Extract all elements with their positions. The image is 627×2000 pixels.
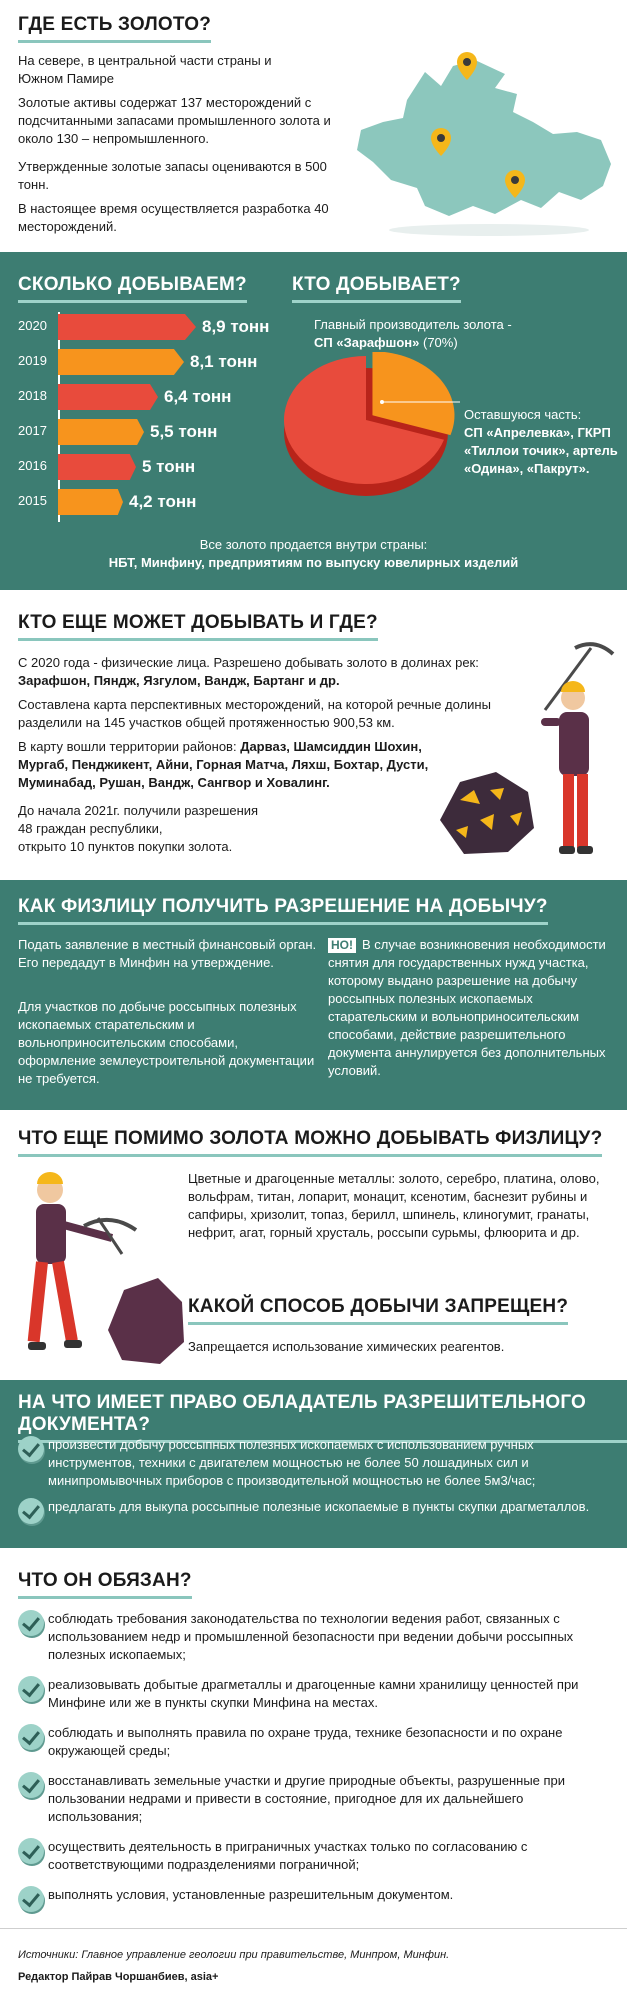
where-p4: В настоящее время осуществляется разработка 40 месторождений.: [18, 201, 329, 234]
producers-title: КТО ДОБЫВАЕТ?: [292, 274, 461, 303]
section-who-else: [0, 590, 627, 880]
bar-year-label: 2018: [18, 388, 47, 403]
bar-value-label: 5 тонн: [142, 457, 196, 476]
section-production: [0, 252, 627, 590]
duties-item-text: соблюдать и выполнять правила по охране труда, технике безопасности и по охране окружающей среды;: [48, 1725, 563, 1758]
rights-item-text: предлагать для выкупа россыпные полезные ископаемые в пункты скупки драгметаллов.: [48, 1499, 590, 1514]
main-producer-label: Главный производитель золота -: [314, 317, 512, 332]
bar: [58, 314, 196, 340]
other-title: ЧТО ЕЩЕ ПОМИМО ЗОЛОТА МОЖНО ДОБЫВАТЬ ФИЗЛИЦУ?: [18, 1128, 602, 1157]
checkmark-icon: [18, 1838, 44, 1864]
no-badge: НО!: [328, 938, 356, 953]
forbidden-text: Запрещается использование химических реагентов.: [188, 1339, 505, 1354]
duties-item-text: осуществить деятельность в приграничных участках только по согласованию с соответствующими подразделениями пограничной;: [48, 1839, 528, 1872]
who-else-p4c: открыто 10 пунктов покупки золота.: [18, 839, 233, 854]
permit-title: КАК ФИЗЛИЦУ ПОЛУЧИТЬ РАЗРЕШЕНИЕ НА ДОБЫЧУ?: [18, 896, 548, 925]
who-else-p1-plain: С 2020 года - физические лица. Разрешено добывать золото в долинах рек:: [18, 655, 479, 670]
footer-sources: Источники: Главное управление геологии при правительстве, Минпром, Минфин.: [18, 1949, 450, 1961]
bar-year-label: 2019: [18, 353, 47, 368]
section-permit: [0, 880, 627, 1110]
who-else-p3-plain: В карту вошли территории районов:: [18, 739, 237, 754]
rights-title: НА ЧТО ИМЕЕТ ПРАВО ОБЛАДАТЕЛЬ РАЗРЕШИТЕЛЬНОГО ДОКУМЕНТА?: [18, 1392, 627, 1443]
pie-chart: [278, 352, 458, 502]
section-other: [0, 1110, 627, 1380]
rest-names: СП «Апрелевка», ГКРП «Тиллои точик», артель «Одина», «Пакрут».: [464, 425, 618, 476]
other-text: Цветные и драгоценные металлы: золото, серебро, платина, олово, вольфрам, титан, лопарит, монацит, ксенотим, баснезит рубины и сапфиры, хризолит, топаз, берилл, шпинель, клиногумит, гранаты, нефрит, агат, горный хрусталь, россыпи сурьмы, флюорита и др.: [188, 1171, 600, 1240]
where-p2: Золотые активы содержат 137 месторождений с подсчитанными запасами промышленного золота и около 130 – непромышленного.: [18, 95, 331, 146]
permit-right-p: [328, 936, 616, 1080]
who-else-p3-bold: Дарваз, Шамсиддин Шохин, Мургаб, Пенджикент, Айни, Горная Матча, Ляхш, Бохтар, Дусти, Муминабад, Рушан, Вандж, Сангвор и Ховалинг.: [18, 739, 429, 790]
miner-icon: [535, 640, 625, 870]
bar-value-label: 4,2 тонн: [129, 492, 197, 511]
bar-year-label: 2015: [18, 493, 47, 508]
pie-leader-line: [380, 392, 460, 412]
checkmark-icon: [18, 1676, 44, 1702]
main-producer-share: (70%): [422, 335, 458, 350]
where-p1: На севере, в центральной части страны и Южном Памире: [18, 53, 272, 86]
bar-year-label: 2016: [18, 458, 47, 473]
who-else-title: КТО ЕЩЕ МОЖЕТ ДОБЫВАТЬ И ГДЕ?: [18, 612, 378, 641]
bar: [58, 384, 158, 410]
permit-left-p2: Для участков по добыче россыпных полезных ископаемых старательским и вольноприносительским способами, оформление землеустроительной документации не требуется.: [18, 999, 315, 1086]
rights-item-text: произвести добычу россыпных полезных ископаемых с использованием ручных инструментов, техники с двигателем мощностью не более 50 лошадиных сил и минипромывочных приборов с производительной мощностью не более 5м3/час;: [48, 1437, 536, 1488]
duties-item-text: восстанавливать земельные участки и другие природные объекты, разрушенные при пользовании недрами и привести в состояние, пригодное для их дальнейшего использования;: [48, 1773, 566, 1824]
bar-value-label: 6,4 тонн: [164, 387, 232, 406]
duties-title: ЧТО ОН ОБЯЗАН?: [18, 1570, 192, 1599]
section-rights: [0, 1380, 627, 1548]
duties-item-text: реализовывать добытые драгметаллы и драгоценные камни хранилищу ценностей при Минфине или же в пункты скупки Минфина на местах.: [48, 1677, 579, 1710]
sold-label: Все золото продается внутри страны:: [199, 537, 428, 552]
main-producer-name: СП «Зарафшон»: [314, 335, 420, 350]
bar-year-label: 2020: [18, 318, 47, 333]
who-else-p1-bold: Зарафшон, Пяндж, Язгулом, Вандж, Бартанг и др.: [18, 673, 340, 688]
section-duties: [0, 1548, 627, 1928]
bar: [58, 489, 123, 515]
bar: [58, 349, 184, 375]
production-title: СКОЛЬКО ДОБЫВАЕМ?: [18, 274, 247, 303]
bar-value-label: 5,5 тонн: [150, 422, 218, 441]
bar: [58, 419, 144, 445]
main-producer-line: [314, 334, 554, 352]
bar-year-label: 2017: [18, 423, 47, 438]
gold-ore-icon: [430, 760, 540, 860]
footer-editor: Редактор Пайрав Чоршанбиев, asia+: [18, 1971, 219, 1983]
permit-right-text: В случае возникновения необходимости снятия для государственных нужд участка, которому выдано разрешение на добычу россыпных полезных ископаемых старательским и вольноприносительским способами, действие разрешительного документа аннулируется без дополнительных условий.: [328, 937, 606, 1078]
checkmark-icon: [18, 1886, 44, 1912]
permit-left-p1: Подать заявление в местный финансовый орган. Его передадут в Минфин на утверждение.: [18, 937, 317, 970]
rest-label: Оставшуюся часть:: [464, 407, 582, 422]
bar-value-label: 8,9 тонн: [202, 317, 270, 336]
footer: [0, 1928, 627, 2000]
checkmark-icon: [18, 1724, 44, 1750]
forbidden-title: КАКОЙ СПОСОБ ДОБЫЧИ ЗАПРЕЩЕН?: [188, 1296, 568, 1325]
who-else-p4b: 48 граждан республики,: [18, 821, 163, 836]
duties-item-text: выполнять условия, установленные разрешительным документом.: [48, 1887, 454, 1902]
tajikistan-map-icon: [345, 30, 620, 245]
duties-item-text: соблюдать требования законодательства по технологии ведения работ, связанных с использованием недр и промышленной безопасности при ведении добычи россыпных полезных ископаемых;: [48, 1611, 574, 1662]
sold-to: НБТ, Минфину, предприятиям по выпуску ювелирных изделий: [108, 555, 519, 570]
who-else-p1: [18, 654, 548, 690]
checkmark-icon: [18, 1610, 44, 1636]
ore-rock-icon: [100, 1270, 190, 1370]
who-else-p3: [18, 738, 468, 792]
checkmark-icon: [18, 1436, 44, 1462]
checkmark-icon: [18, 1498, 44, 1524]
bar-value-label: 8,1 тонн: [190, 352, 258, 371]
section-where-title: ГДЕ ЕСТЬ ЗОЛОТО?: [18, 14, 211, 43]
who-else-p4a: До начала 2021г. получили разрешения: [18, 803, 259, 818]
section-where: [0, 0, 627, 252]
who-else-p2: Составлена карта перспективных месторождений, на которой речные долины разделили на 145 участков общей протяженностью 900,53 км.: [18, 697, 491, 730]
checkmark-icon: [18, 1772, 44, 1798]
where-p3: Утвержденные золотые запасы оцениваются в 500 тонн.: [18, 159, 327, 192]
bar: [58, 454, 136, 480]
